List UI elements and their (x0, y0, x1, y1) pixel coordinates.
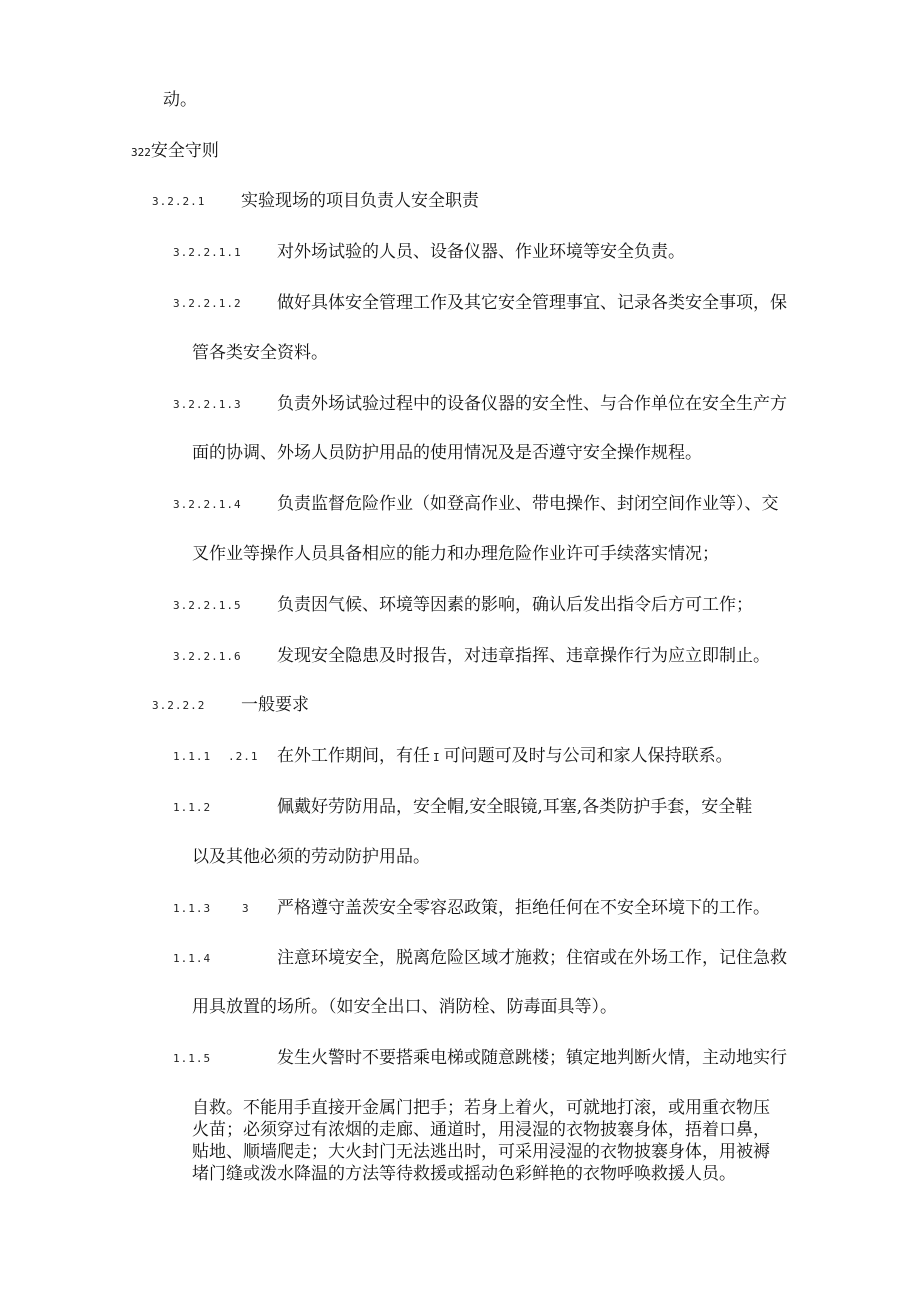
section-heading-text: 安全守则 (150, 141, 219, 161)
item-text: 负责因气候、环境等因素的影响，确认后发出指令后方可工作； (277, 595, 753, 615)
item-text: 注意环境安全，脱离危险区域才施救；住宿或在外场工作，记住急救 (277, 948, 787, 968)
continuation-text: 动。 (163, 90, 197, 110)
item-subnumber: .2.1 (228, 750, 259, 763)
item-number: 1.1.1 (173, 750, 212, 763)
item-text-continued: 面的协调、外场人员防护用品的使用情况及是否遵守安全操作规程。 (192, 443, 702, 463)
section-heading (131, 140, 219, 164)
item-text: 做好具体安全管理工作及其它安全管理事宜、记录各类安全事项，保 (277, 293, 787, 313)
item-text-part: 在外工作期间，有任 (277, 746, 430, 766)
item-number: 1.1.4 (173, 952, 212, 965)
item-text (277, 745, 733, 769)
item-text: 发现安全隐患及时报告，对违章指挥、违章操作行为应立即制止。 (277, 646, 770, 666)
subsection-number: 3.2.2.1 (152, 195, 206, 208)
item-number: 3.2.2.1.3 (173, 398, 242, 411)
item-text: 负责外场试验过程中的设备仪器的安全性、与合作单位在安全生产方 (277, 394, 787, 414)
item-number: 3.2.2.1.2 (173, 297, 242, 310)
item-subnumber: 3 (242, 902, 250, 915)
item-number: 3.2.2.1.6 (173, 650, 242, 663)
item-text-continued: 以及其他必须的劳动防护用品。 (192, 847, 430, 867)
item-number: 3.2.2.1.1 (173, 246, 242, 259)
subsection-title: 一般要求 (241, 695, 309, 715)
item-text-continued: 叉作业等操作人员具备相应的能力和办理危险作业许可手续落实情况； (192, 544, 719, 564)
item-text: 严格遵守盖茨安全零容忍政策，拒绝任何在不安全环境下的工作。 (277, 898, 770, 918)
subsection-title: 实验现场的项目负责人安全职责 (241, 191, 479, 211)
section-heading-number: 322 (131, 146, 151, 159)
stray-glyph: I (433, 751, 441, 764)
item-number: 3.2.2.1.5 (173, 599, 242, 612)
subsection-number: 3.2.2.2 (152, 699, 206, 712)
item-text: 负责监督危险作业（如登高作业、带电操作、封闭空间作业等）、交 (277, 494, 779, 514)
item-number: 3.2.2.1.4 (173, 498, 242, 511)
item-text-continued: 用具放置的场所。（如安全出口、消防栓、防毒面具等）。 (192, 997, 617, 1017)
item-number: 1.1.5 (173, 1052, 212, 1065)
item-text: 对外场试验的人员、设备仪器、作业环境等安全负责。 (277, 242, 685, 262)
item-text-part: 可问题可及时与公司和家人保持联系。 (443, 746, 733, 766)
item-number: 1.1.2 (173, 801, 212, 814)
item-text-continued: 管各类安全资料。 (192, 343, 328, 363)
item-text-continued: 贴地、顺墙爬走；大火封门无法逃出时，可采用浸湿的衣物披褰身体，用被褥 (192, 1142, 770, 1162)
item-text-continued: 自救。不能用手直接开金属门把手；若身上着火，可就地打滚，或用重衣物压 (192, 1098, 770, 1118)
item-text-continued: 火苗；必须穿过有浓烟的走廊、通道时，用浸湿的衣物披褰身体，捂着口鼻， (192, 1120, 770, 1140)
item-text: 发生火警时不要搭乘电梯或随意跳楼；镇定地判断火情，主动地实行 (277, 1048, 787, 1068)
item-text: 佩戴好劳防用品，安全帽,安全眼镜,耳塞,各类防护手套，安全鞋 (277, 797, 753, 817)
item-number: 1.1.3 (173, 902, 212, 915)
item-text-continued: 堵门缝或泼水降温的方法等待救援或摇动色彩鲜艳的衣物呼唤救援人员。 (192, 1164, 736, 1184)
